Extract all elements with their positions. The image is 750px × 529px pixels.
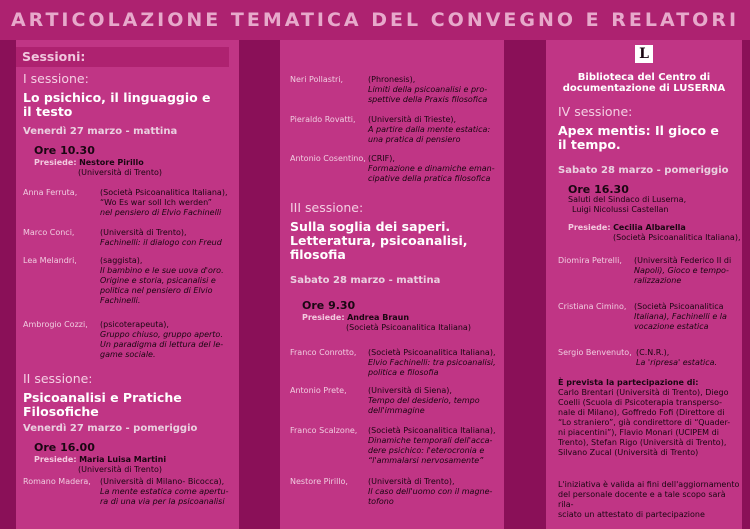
session-4-title: Apex mentis: Il gioco e il tempo. <box>558 123 719 152</box>
speaker-talk: (Università di Trento), Il caso dell'uomo con il magne- tofono <box>368 477 493 506</box>
speaker-name: Cristiana Cimino, <box>558 302 627 311</box>
session-1-title: Lo psichico, il linguaggio e il testo <box>23 90 211 119</box>
speaker-name: Ambrogio Cozzi, <box>23 320 88 329</box>
speaker-talk: (Università di Trento), Fachinelli: il dialogo con Freud <box>100 228 222 247</box>
speaker-name: Romano Madera, <box>23 477 91 486</box>
session-1-date: Venerdì 27 marzo - mattina <box>23 126 178 137</box>
background-stripe <box>742 40 750 529</box>
participants-note: È prevista la partecipazione di: Carlo Brentari (Università di Trento), Diego Coelli (Scuola di Psicoterapia transperso- nale di Milano), Goffredo Fofi (Direttore di “Lo straniero”, già condirettore di “Quader- ni piacentini”), Flavio Monari (UCIPEM di Trento), Stefan Rigo (Università di Trento), Silvano Zucal (Università di Trento) <box>558 378 731 457</box>
speaker-talk: (Phronesis), Limiti della psicoanalisi e pro- spettive della Praxis filosofica <box>368 75 488 104</box>
session-3-time: Ore 9.30 <box>302 299 356 312</box>
speaker-talk: (Società Psicoanalitica Italiana), Fachinelli e la vocazione estatica <box>634 302 727 331</box>
session-1-chair: Presiede: Nestore Pirillo (Università di Trento) <box>34 158 162 177</box>
library-name: Biblioteca del Centro di documentazione di LUSERNA <box>562 72 726 94</box>
speaker-name: Franco Scalzone, <box>290 426 358 435</box>
session-4-chair: Presiede: Cecilia Albarella (Società Psicoanalitica Italiana), <box>568 223 741 242</box>
session-4-time: Ore 16.30 <box>568 183 629 196</box>
page-header <box>0 0 750 40</box>
session-2-chair: Presiede: Maria Luisa Martini (Università di Trento) <box>34 455 167 474</box>
session-1-name: I sessione: <box>23 71 89 86</box>
session-3-chair: Presiede: Andrea Braun (Società Psicoanalitica Italiana) <box>302 313 471 332</box>
speaker-name: Antonio Prete, <box>290 386 347 395</box>
session-2-date: Venerdì 27 marzo - pomeriggio <box>23 423 198 434</box>
speaker-name: Marco Conci, <box>23 228 75 237</box>
speaker-name: Neri Pollastri, <box>290 75 344 84</box>
certificate-note: L'iniziativa è valida ai fini dell'aggiornamento del personale docente e a tale scopo sarà rila- sciato un attestato di partecipazione <box>558 480 740 519</box>
speaker-name: Sergio Benvenuto, <box>558 348 632 357</box>
session-3-date: Sabato 28 marzo - mattina <box>290 275 441 286</box>
speaker-name: Anna Ferruta, <box>23 188 78 197</box>
session-4-date: Sabato 28 marzo - pomeriggio <box>558 165 729 176</box>
speaker-talk: (Università di Siena), Tempo del desiderio, tempo dell'immagine <box>368 386 480 415</box>
session-4-name: IV sessione: <box>558 104 633 119</box>
session-2-time: Ore 16.00 <box>34 441 95 454</box>
speaker-talk: (C.N.R.), La 'ripresa' estatica. <box>636 348 718 367</box>
luserna-logo: L <box>635 45 653 63</box>
speaker-talk: (Società Psicoanalitica Italiana), Dinamiche temporali dell'acca- dere psichico: l'eterocronia e “l'ammalarsi nervosamente” <box>368 426 496 465</box>
session-2-name: II sessione: <box>23 371 93 386</box>
session-3-title: Sulla soglia dei saperi. Letteratura, psicoanalisi, filosofia <box>290 219 468 262</box>
speaker-talk: (CRIF), Formazione e dinamiche eman- cipative della pratica filosofica <box>368 154 495 183</box>
speaker-talk: (Società Psicoanalitica Italiana), Elvio Fachinelli: tra psicoanalisi, politica e filosofia <box>368 348 496 377</box>
speaker-name: Antonio Cosentino, <box>290 154 366 163</box>
column-middle <box>280 40 504 529</box>
column-left <box>16 40 239 529</box>
sessions-label: Sessioni: <box>16 47 229 67</box>
page-title: ARTICOLAZIONE TEMATICA DEL CONVEGNO E RELATORI <box>10 9 740 31</box>
speaker-talk: (Università di Milano- Bicocca), La mente estatica come apertu- ra di una via per la psicoanalisi <box>100 477 229 506</box>
column-right <box>546 40 742 529</box>
speaker-talk: (Università Federico II di Napoli), Gioco e tempo- ralizzazione <box>634 256 732 285</box>
session-2-title: Psicoanalisi e Pratiche Filosofiche <box>23 390 182 419</box>
session-4-greetings: Saluti del Sindaco di Luserna, Luigi Nicolussi Castellan <box>568 195 687 214</box>
speaker-name: Nestore Pirillo, <box>290 477 348 486</box>
speaker-talk: (saggista), Il bambino e le sue uova d'oro. Origine e storia, psicanalisi e politica nel pensiero di Elvio Fachinelli. <box>100 256 224 305</box>
speaker-name: Pierаldo Rovatti, <box>290 115 356 124</box>
speaker-talk: (psicoterapeuta), Gruppo chiuso, gruppo aperto. Un paradigma di lettura del le- game sociale. <box>100 320 224 359</box>
session-1-time: Ore 10.30 <box>34 144 95 157</box>
session-3-name: III sessione: <box>290 200 364 215</box>
speaker-name: Lea Melandri, <box>23 256 77 265</box>
speaker-name: Franco Conrotto, <box>290 348 357 357</box>
background-stripe <box>239 40 280 529</box>
background-stripe <box>0 40 16 529</box>
speaker-name: Diomira Petrelli, <box>558 256 622 265</box>
background-stripe <box>504 40 546 529</box>
speaker-talk: (Società Psicoanalitica Italiana), “Wo Es war soll Ich werden” nel pensiero di Elvio Fachinelli <box>100 188 228 217</box>
speaker-talk: (Università di Trieste), A partire dalla mente estatica: una pratica di pensiero <box>368 115 491 144</box>
